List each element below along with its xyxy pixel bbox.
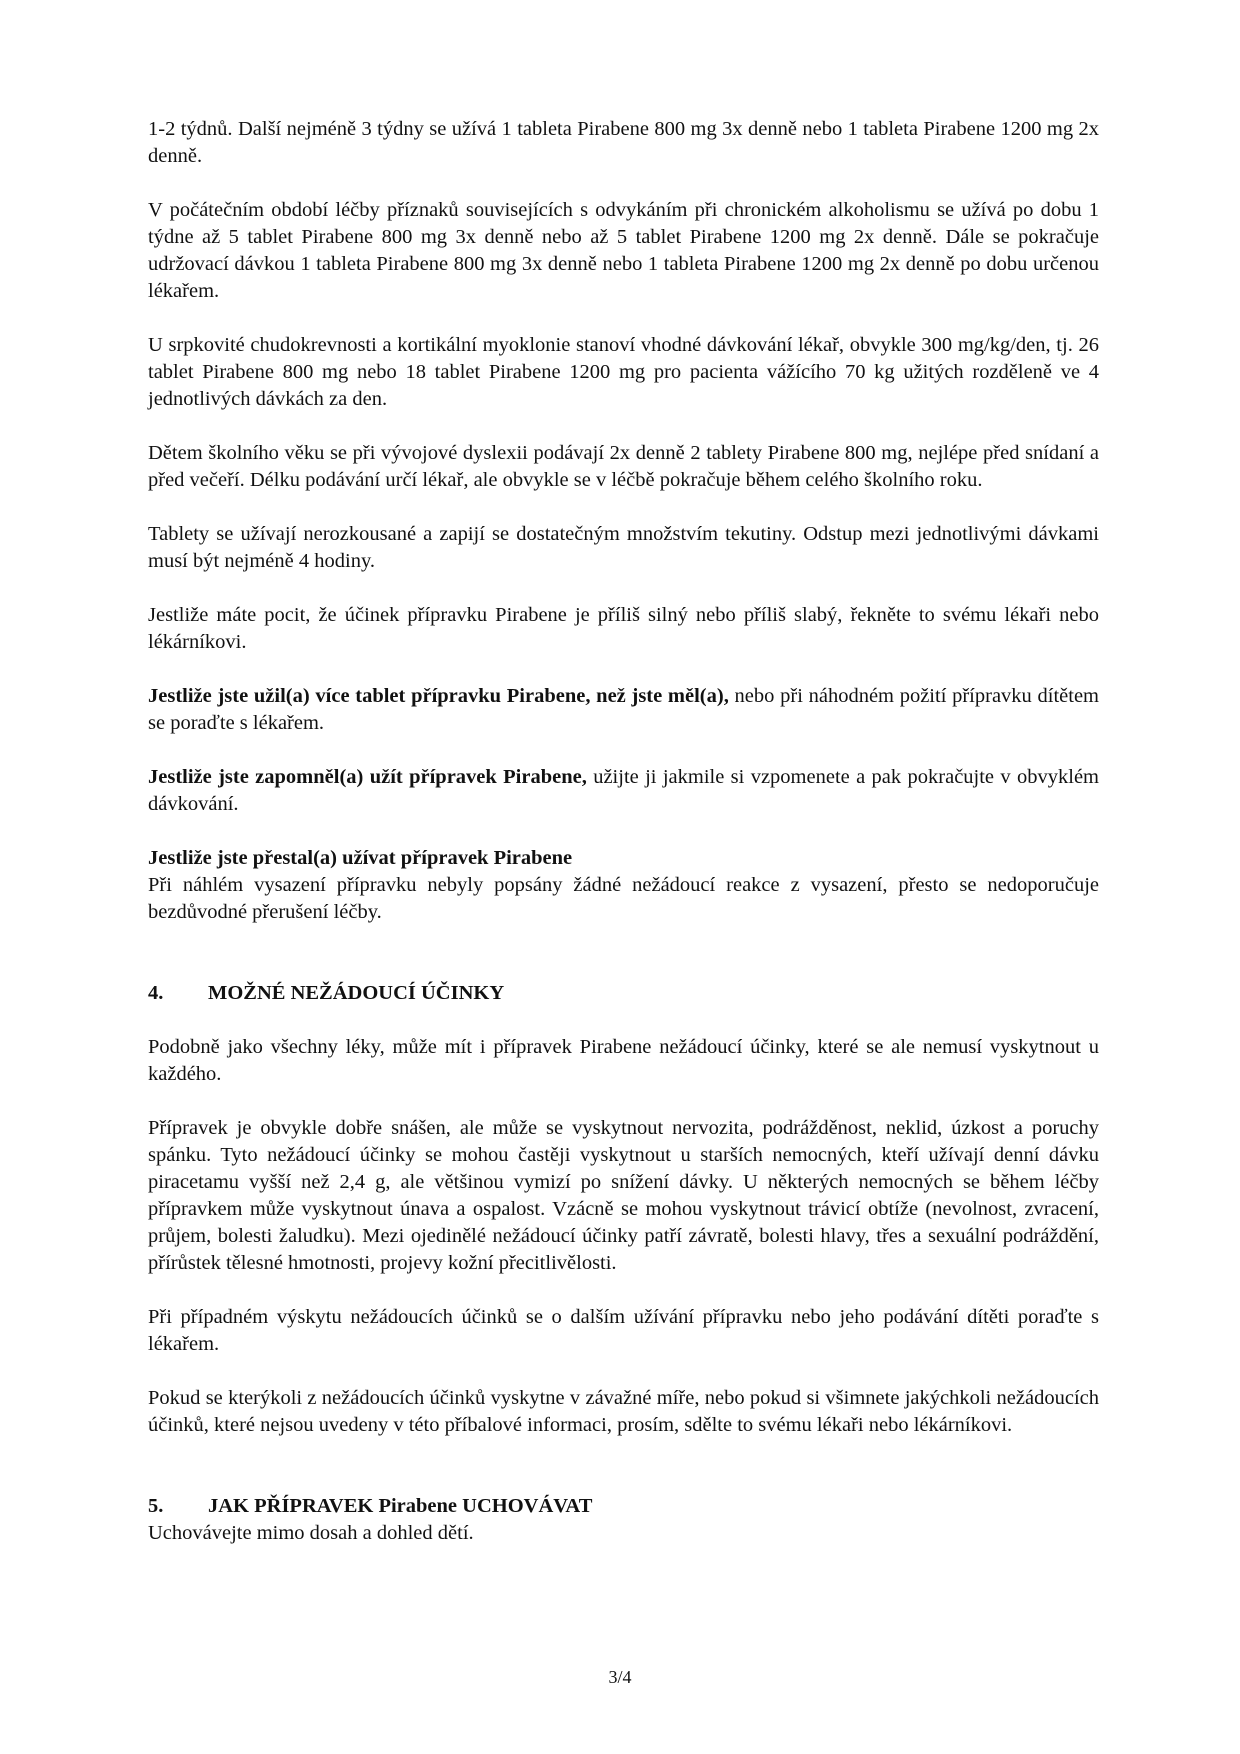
forgot-paragraph — [148, 764, 1099, 818]
forgot-heading: Jestliže jste zapomněl(a) užít přípravek Pirabene, — [148, 766, 587, 788]
dosage-paragraph-1: 1-2 týdnů. Další nejméně 3 týdny se užívá 1 tableta Pirabene 800 mg 3x denně nebo 1 tableta Pirabene 1200 mg 2x denně. — [148, 118, 1099, 167]
overdose-paragraph — [148, 683, 1099, 737]
section-5-paragraph-1: Uchovávejte mimo dosah a dohled dětí. — [148, 1522, 474, 1544]
stop-heading: Jestliže jste přestal(a) užívat přípravek Pirabene — [148, 847, 573, 869]
dosage-paragraph-effect: Jestliže máte pocit, že účinek přípravku Pirabene je příliš silný nebo příliš slabý, řekněte to svému lékaři nebo lékárníkovi. — [148, 604, 1099, 653]
section-5-heading — [148, 1493, 1099, 1520]
section-4-title: MOŽNÉ NEŽÁDOUCÍ ÚČINKY — [208, 982, 505, 1004]
section-4-heading — [148, 980, 1099, 1007]
page-number: 3/4 — [608, 1667, 632, 1687]
section-4-paragraph-4: Pokud se kterýkoli z nežádoucích účinků vyskytne v závažné míře, nebo pokud si všimnete jakýchkoli nežádoucích účinků, které nejsou uvedeny v této příbalové informaci, prosím, sdělte to svému lékaři nebo lékárníkovi. — [148, 1387, 1099, 1436]
dosage-paragraph-alcoholism: V počátečním období léčby příznaků souvisejících s odvykáním při chronickém alkoholismu se užívá po dobu 1 týdne až 5 tablet Pirabene 800 mg 3x denně nebo až 5 tablet Pirabene 1200 mg 2x denně. Dále se pokračuje udržovací dávkou 1 tableta Pirabene 800 mg 3x denně nebo 1 tableta Pirabene 1200 mg 2x denně po dobu určenou lékařem. — [148, 199, 1099, 302]
dosage-paragraph-anemia: U srpkovité chudokrevnosti a kortikální myoklonie stanoví vhodné dávkování lékař, obvykle 300 mg/kg/den, tj. 26 tablet Pirabene 800 mg nebo 18 tablet Pirabene 1200 mg pro pacienta vážícího 70 kg užitých rozděleně ve 4 jednotlivých dávkách za den. — [148, 334, 1099, 410]
section-4-number: 4. — [148, 982, 164, 1004]
overdose-text: nebo při náhodném požití přípravku dítětem se poraďte s lékařem. — [148, 685, 1099, 734]
dosage-paragraph-dyslexia: Dětem školního věku se při vývojové dyslexii podávají 2x denně 2 tablety Pirabene 800 mg, nejlépe před snídaní a před večeří. Délku podávání určí lékař, ale obvykle se v léčbě pokračuje během celého školního roku. — [148, 442, 1099, 491]
section-5-title: JAK PŘÍPRAVEK Pirabene UCHOVÁVAT — [208, 1495, 593, 1517]
forgot-text: užijte ji jakmile si vzpomenete a pak pokračujte v obvyklém dávkování. — [148, 766, 1099, 815]
section-4-paragraph-3: Při případném výskytu nežádoucích účinků se o dalším užívání přípravku nebo jeho podávání dítěti poraďte s lékařem. — [148, 1306, 1099, 1355]
stop-text: Při náhlém vysazení přípravku nebyly popsány žádné nežádoucí reakce z vysazení, přesto se nedoporučuje bezdůvodné přerušení léčby. — [148, 874, 1099, 923]
document-page — [148, 116, 1099, 1574]
section-4-paragraph-2: Přípravek je obvykle dobře snášen, ale může se vyskytnout nervozita, podrážděnost, neklid, úzkost a poruchy spánku. Tyto nežádoucí účinky se mohou častěji vyskytnout u starších nemocných, kteří užívají denní dávku piracetamu vyšší než 2,4 g, ale většinou vymizí po snížení dávky. U některých nemocných se během léčby přípravkem může vyskytnout únava a ospalost. Vzácně se mohou vyskytnout trávicí obtíže (nevolnost, zvracení, průjem, bolesti žaludku). Mezi ojedinělé nežádoucí účinky patří závratě, bolesti hlavy, třes a sexuální podráždění, přírůstek tělesné hmotnosti, projevy kožní přecitlivělosti. — [148, 1117, 1099, 1274]
section-4-paragraph-1: Podobně jako všechny léky, může mít i přípravek Pirabene nežádoucí účinky, které se ale nemusí vyskytnout u každého. — [148, 1036, 1099, 1085]
dosage-paragraph-intake: Tablety se užívají nerozkousané a zapijí se dostatečným množstvím tekutiny. Odstup mezi jednotlivými dávkami musí být nejméně 4 hodiny. — [148, 523, 1099, 572]
section-5-number: 5. — [148, 1495, 164, 1517]
overdose-heading: Jestliže jste užil(a) více tablet přípravku Pirabene, než jste měl(a), — [148, 685, 729, 707]
